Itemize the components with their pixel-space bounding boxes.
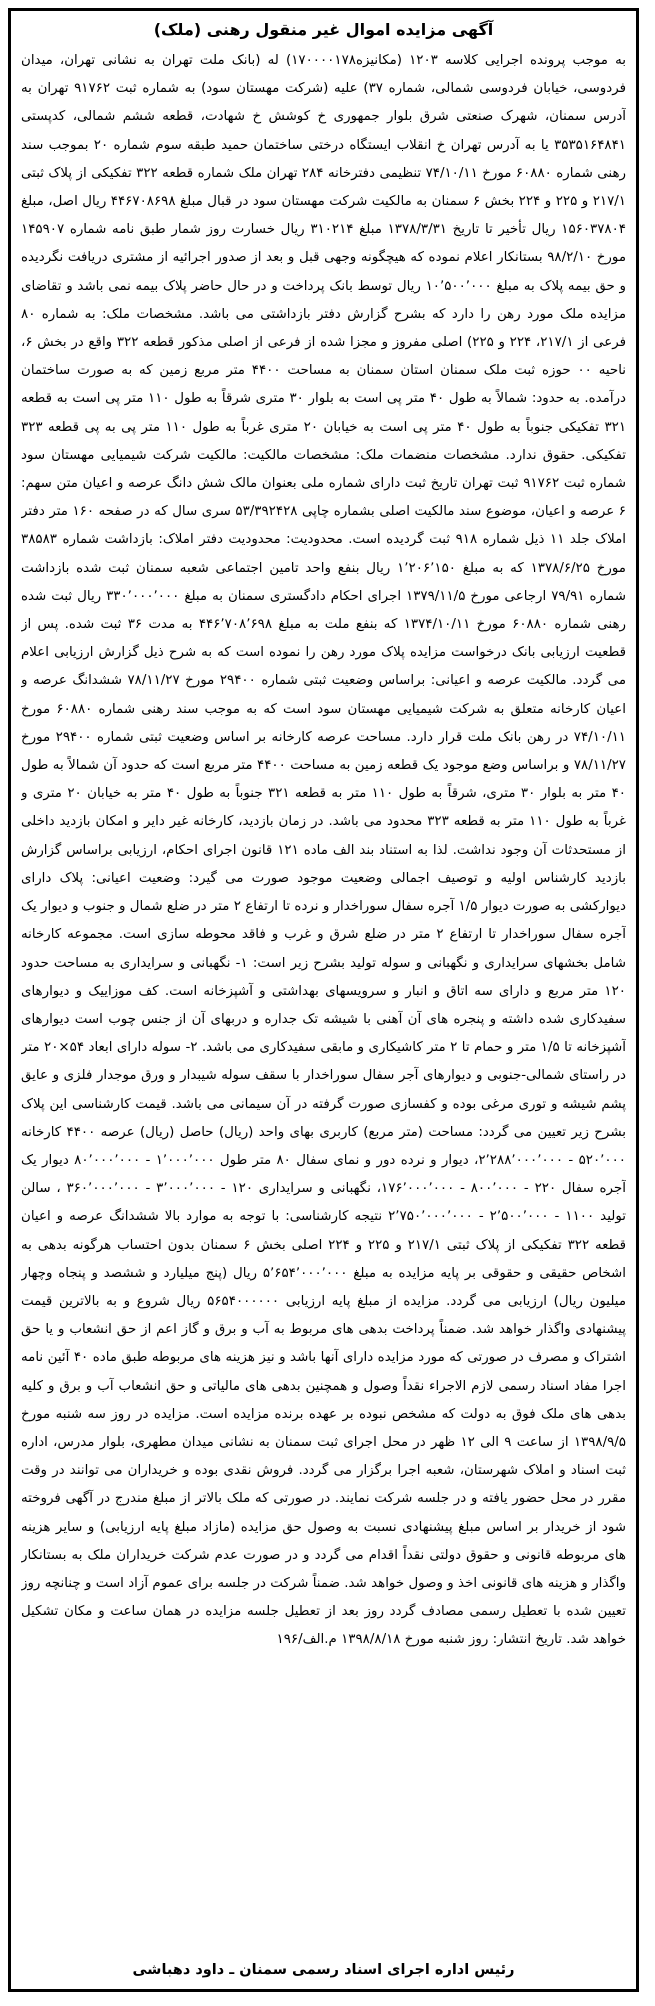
notice-title: آگهی مزایده اموال غیر منقول رهنی (ملک) bbox=[153, 20, 494, 39]
auction-notice bbox=[8, 8, 639, 1992]
notice-paragraph: به موجب پرونده اجرایی کلاسه ۱۲۰۳ (مکانیزه۱۷۰۰۰۰۱۷۸) له (بانک ملت تهران به نشانی تهران، میدان فردوسی، خیابان فردوسی شمالی، شماره ۳۷) علیه (شرکت مهستان سود) به شماره ثبت ۹۱۷۶۲ تهران به آدرس سمنان، شهرک صنعتی شرق بلوار جمهوری خ کوشش خ شهادت، قطعه ششم شمالی، کدپستی ۳۵۳۵۱۶۴۸۴۱ یا به آدرس تهران خ انقلاب ایستگاه درختی ساختمان حمید طبقه سوم شماره ۲۰ بموجب سند رهنی شماره ۶۰۸۸۰ مورخ ۷۴/۱۰/۱۱ تنظیمی دفترخانه ۲۸۴ تهران ملک شماره قطعه ۳۲۲ تفکیکی از پلاک ثبتی ۲۱۷/۱ و ۲۲۵ و ۲۲۴ بخش ۶ سمنان به مالکیت شرکت مهستان سود در قبال مبلغ ۴۴۶۷۰۸۶۹۸ ریال اصل، مبلغ ۱۵۶۰۳۷۸۰۴ ریال تأخیر تا تاریخ ۱۳۷۸/۳/۳۱ مبلغ ۳۱۰۲۱۴ ریال خسارت روز شمار طبق نامه شماره ۱۴۵۹۰۷ مورخ ۹۸/۲/۱۰ بستانکار اعلام نموده که هیچگونه وجهی قبل و بعد از صدور اجرائیه از مشتری دریافت نگردیده و حق بیمه پلاک به مبلغ ۱۰٬۵۰۰٬۰۰۰ ریال توسط بانک پرداخت و در حال حاضر پلاک بیمه نمی باشد و تقاضای مزایده ملک مورد رهن را دارد که بشرح گزارش دفتر بازداشتی می باشد. مشخصات ملک: به شماره ۸۰ فرعی از ۲۱۷/۱، ۲۲۴ و ۲۲۵) اصلی مفروز و مجزا شده از فرعی از اصلی مذکور قطعه ۳۲۲ واقع در بخش ۶، ناحیه ۰۰ حوزه ثبت ملک سمنان استان سمنان به مساحت ۴۴۰۰ متر مربع زمین که به صورت ساختمان درآمده. به حدود: شمالاً به طول ۴۰ متر پی است به بلوار ۳۰ متری شرقاً به طول ۱۱۰ متر پی است به قطعه ۳۲۱ تفکیکی جنوباً به طول ۴۰ متر پی است به خیابان ۲۰ متری غرباً به طول ۱۱۰ متر پی به پی قطعه ۳۲۳ تفکیکی. حقوق ندارد. مشخصات منضمات ملک: مشخصات مالکیت: مالکیت شرکت شیمیایی مهستان سود شماره ثبت ۹۱۷۶۲ ثبت تهران تاریخ ثبت دارای شماره ملی بعنوان مالک شش دانگ عرصه و اعیان متن سهم: ۶ عرصه و اعیان، موضوع سند مالکیت اصلی بشماره چاپی ۵۳/۳۹۲۴۲۸ سری سال که در صفحه ۱۶۰ متر دفتر املاک جلد ۱۱ ذیل شماره ۹۱۸ ثبت گردیده است. محدودیت: محدودیت دفتر املاک: بازداشت شماره ۳۸۵۸۳ مورخ ۱۳۷۸/۶/۲۵ که به مبلغ ۱٬۲۰۶٬۱۵۰ ریال بنفع واحد تامین اجتماعی شعبه سمنان ثبت شده بازداشت شماره ۷۹/۹۱ ارجاعی مورخ ۱۳۷۹/۱۱/۵ اجرای احکام دادگستری سمنان به مبلغ ۳۳۰٬۰۰۰٬۰۰۰ ریال ثبت شده رهنی شماره ۶۰۸۸۰ مورخ ۱۳۷۴/۱۰/۱۱ که بنفع ملت به مبلغ ۴۴۶٬۷۰۸٬۶۹۸ به مدت ۳۶ ثبت شده. پس از قطعیت ارزیابی بانک درخواست مزایده پلاک مورد رهن را نموده است که به شرح ذیل گزارش ارزیابی اعلام می گردد. مالکیت عرصه و اعیانی: براساس وضعیت ثبتی شماره ۲۹۴۰۰ مورخ ۷۸/۱۱/۲۷ ششدانگ عرصه و اعیان کارخانه متعلق به شرکت شیمیایی مهستان سود است که به موجب سند رهنی شماره ۶۰۸۸۰ مورخ ۷۴/۱۰/۱۱ در رهن بانک ملت قرار دارد. مساحت عرصه کارخانه بر اساس وضعیت ثبتی شماره ۲۹۴۰۰ مورخ ۷۸/۱۱/۲۷ و براساس وضع موجود یک قطعه زمین به مساحت ۴۴۰۰ متر مربع است که حدود آن شمالاً به طول ۴۰ متر به بلوار ۳۰ متری، شرقاً به طول ۱۱۰ متر به قطعه ۳۲۱ جنوباً به طول ۴۰ متر به خیابان ۲۰ متری و غرباً به طول ۱۱۰ متر به قطعه ۳۲۳ محدود می باشد. در زمان بازدید، کارخانه غیر دایر و امکان بازدید داخلی از مستحدثات آن وجود نداشت. لذا به استناد بند الف ماده ۱۲۱ قانون اجرای احکام، ارزیابی براساس گزارش بازدید کارشناس اولیه و توصیف اجمالی وضعیت موجود صورت می گیرد: وضعیت اعیانی: پلاک دارای دیوارکشی به صورت دیوار ۱/۵ آجره سفال سوراخدار و نرده تا ارتفاع ۲ متر در ضلع شمال و جنوب و دیوار یک آجره سفال سوراخدار تا ارتفاع ۲ متر در ضلع شرق و غرب و فاقد محوطه سازی است. مجموعه کارخانه شامل بخشهای سرایداری و نگهبانی و سوله تولید بشرح زیر است: ۱- نگهبانی و سرایداری به مساحت حدود ۱۲۰ متر مربع و دارای سه اتاق و انبار و سرویسهای بهداشتی و آشپزخانه است. کف موزاییک و دیوارهای سفیدکاری شده داشته و پنجره های آن آهنی با شیشه تک جداره و دربهای آن از جنس چوب است دیوارهای آشپزخانه تا ۱/۵ متر و حمام تا ۲ متر کاشیکاری و مابقی سفیدکاری می باشد. ۲- سوله دارای ابعاد ۵۴×۲۰ متر در راستای شمالی-جنوبی و دیوارهای آجر سفال سوراخدار با سقف سوله شیبدار و ورق موجدار فلزی و عایق پشم شیشه و توری مرغی بوده و کفسازی صورت گرفته در آن سیمانی می باشد. قیمت کارشناسی این پلاک بشرح زیر تعیین می گردد: مساحت (متر مربع) کاربری بهای واحد (ریال) حاصل (ریال) عرصه ۴۴۰۰ کارخانه ۵۲۰٬۰۰۰ - ۲٬۲۸۸٬۰۰۰٬۰۰۰، دیوار و نرده دور و نمای سفال ۸۰ متر طول ۱٬۰۰۰٬۰۰۰ - ۸۰٬۰۰۰٬۰۰۰ دیوار یک آجره سفال ۲۲۰ - ۸۰۰٬۰۰۰ - ۱۷۶٬۰۰۰٬۰۰۰، نگهبانی و سرایداری ۱۲۰ - ۳٬۰۰۰٬۰۰۰ - ۳۶۰٬۰۰۰٬۰۰۰ ، سالن تولید ۱۱۰۰ - ۲٬۵۰۰٬۰۰۰ - ۲٬۷۵۰٬۰۰۰٬۰۰۰ نتیجه کارشناسی: با توجه به موارد بالا ششدانگ عرصه و اعیان قطعه ۳۲۲ تفکیکی از پلاک ثبتی ۲۱۷/۱ و ۲۲۵ و ۲۲۴ اصلی بخش ۶ سمنان بدون احتساب هرگونه بدهی به اشخاص حقیقی و حقوقی بر پایه مزایده به مبلغ ۵٬۶۵۴٬۰۰۰٬۰۰۰ ریال (پنج میلیارد و ششصد و پنجاه وچهار میلیون ریال) ارزیابی می گردد. مزایده از مبلغ پایه ارزیابی ۵۶۵۴۰۰۰۰۰۰ ریال شروع و به بالاترین قیمت پیشنهادی واگذار خواهد شد. ضمناً پرداخت بدهی های مربوط به آب و برق و گاز اعم از حق انشعاب و یا حق اشتراک و مصرف در صورتی که مورد مزایده دارای آنها باشد و نیز هزینه های مربوطه طبق ماده ۴۰ آئین نامه اجرا مفاد اسناد رسمی لازم الاجراء نقداً وصول و همچنین بدهی های مالیاتی و حق انشعاب آب و برق و کلیه بدهی های ملک فوق به دولت که مشخص نبوده بر عهده برنده مزایده است. مزایده در روز سه شنبه مورخ ۱۳۹۸/۹/۵ از ساعت ۹ الی ۱۲ ظهر در محل اجرای ثبت سمنان به نشانی میدان مطهری، بلوار مدرس، اداره ثبت اسناد و املاک شهرستان، شعبه اجرا برگزار می گردد. فروش نقدی بوده و خریداران می توانند در وقت مقرر در محل حضور یافته و در جلسه شرکت نمایند. در صورتی که ملک بالاتر از مبلغ مندرج در آگهی فروخته شود از خریدار بر اساس مبلغ پیشنهادی نسبت به وصول حق مزایده (مازاد مبلغ پایه ارزیابی) و سایر هزینه های مربوطه قانونی و حقوق دولتی نقداً اقدام می گردد و در صورت عدم شرکت خریداران ملک به بستانکار واگذار و هزینه های قانونی اخذ و وصول خواهد شد. ضمناً شرکت در جلسه برای عموم آزاد است و چنانچه روز تعیین شده با تعطیل رسمی مصادف گردد روز بعد از تعطیل جلسه مزایده در همان ساعت و مکان تشکیل خواهد شد. تاریخ انتشار: روز شنبه مورخ ۱۳۹۸/۸/۱۸ م.الف/۱۹۶ bbox=[21, 53, 626, 1648]
notice-signature: رئیس اداره اجرای اسناد رسمی سمنان ـ داود دهباشی bbox=[132, 1962, 515, 1978]
notice-body bbox=[21, 47, 626, 1955]
